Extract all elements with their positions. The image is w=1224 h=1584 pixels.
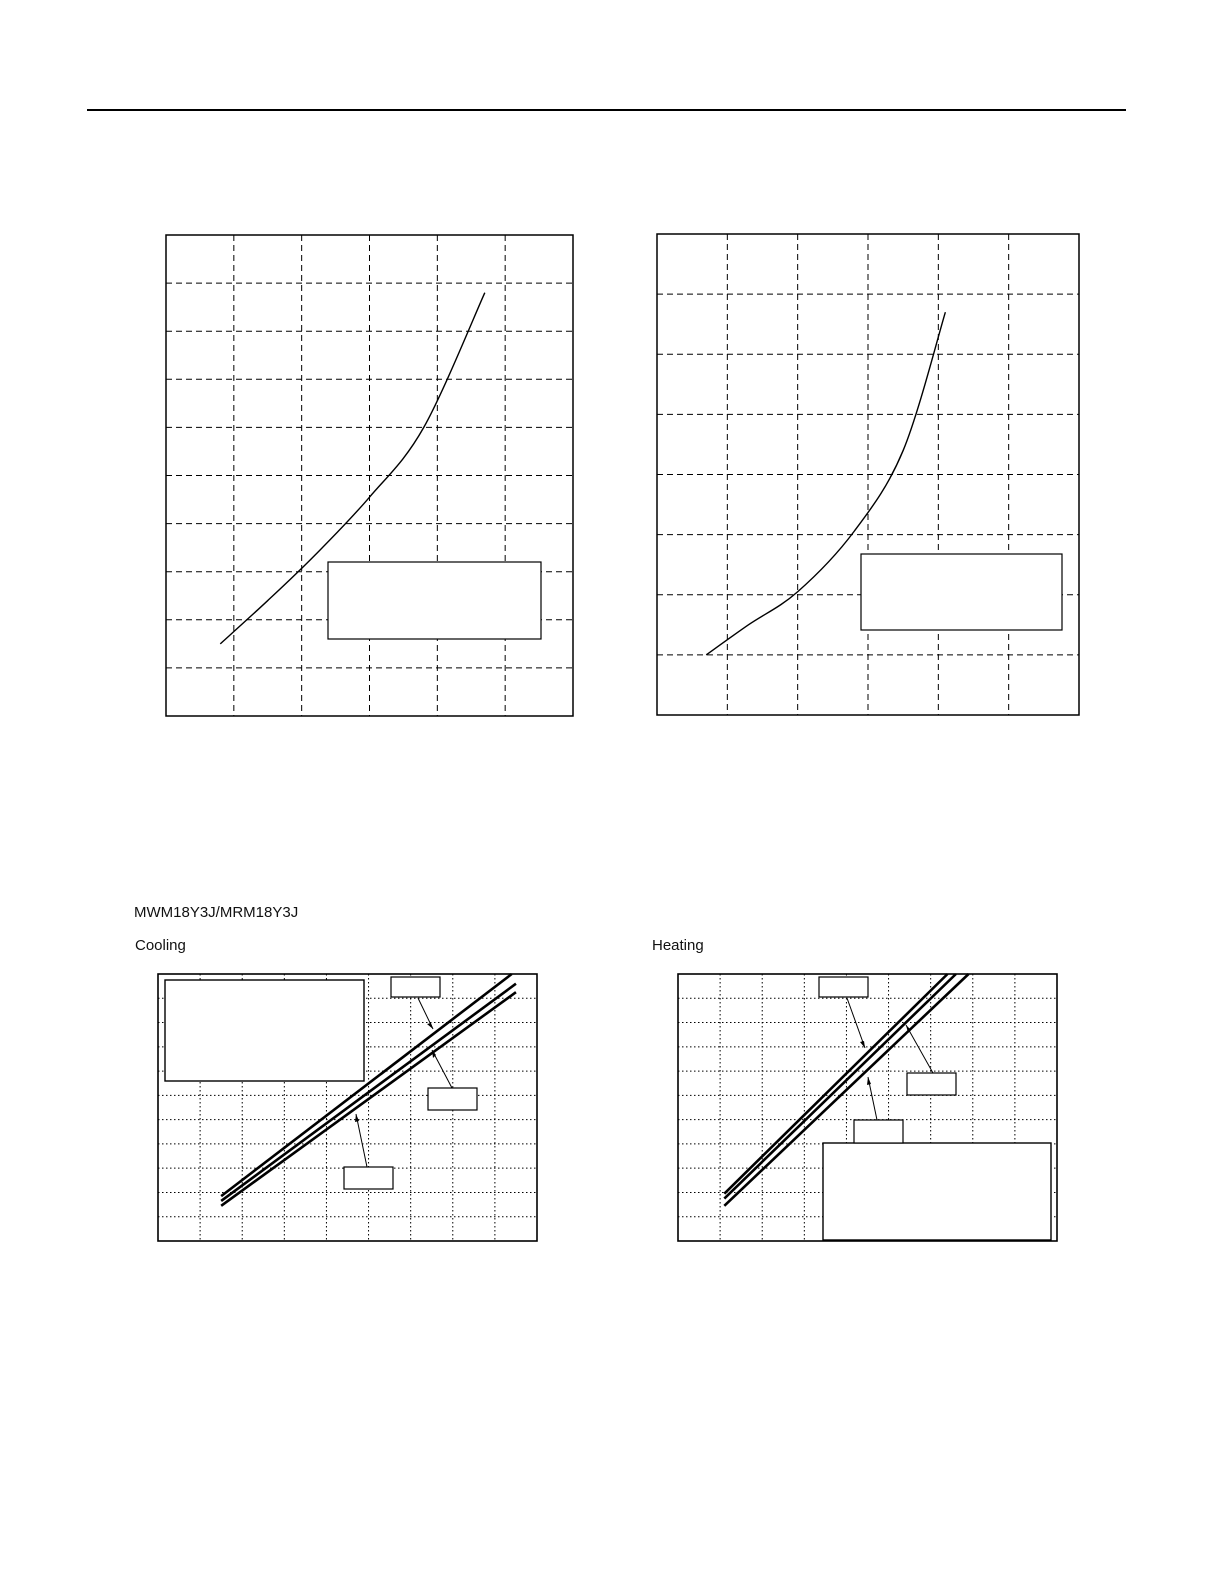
callout-box-mid bbox=[854, 1120, 903, 1143]
legend-box bbox=[328, 562, 541, 639]
callout-box-top bbox=[391, 977, 440, 997]
cooling-chart bbox=[154, 970, 542, 1246]
legend-box bbox=[165, 980, 364, 1081]
legend-box bbox=[861, 554, 1062, 630]
top-right-chart bbox=[650, 228, 1086, 722]
cooling-label: Cooling bbox=[135, 937, 186, 954]
callout-box-right bbox=[428, 1088, 477, 1110]
heating-label: Heating bbox=[652, 937, 704, 954]
callout-box-top bbox=[819, 977, 868, 997]
legend-box bbox=[823, 1143, 1051, 1240]
heating-chart bbox=[674, 970, 1062, 1246]
callout-box-bottom bbox=[344, 1167, 393, 1189]
model-heading: MWM18Y3J/MRM18Y3J bbox=[134, 904, 299, 921]
header-rule bbox=[87, 109, 1126, 111]
top-left-chart bbox=[160, 228, 580, 722]
callout-box-right bbox=[907, 1073, 956, 1095]
